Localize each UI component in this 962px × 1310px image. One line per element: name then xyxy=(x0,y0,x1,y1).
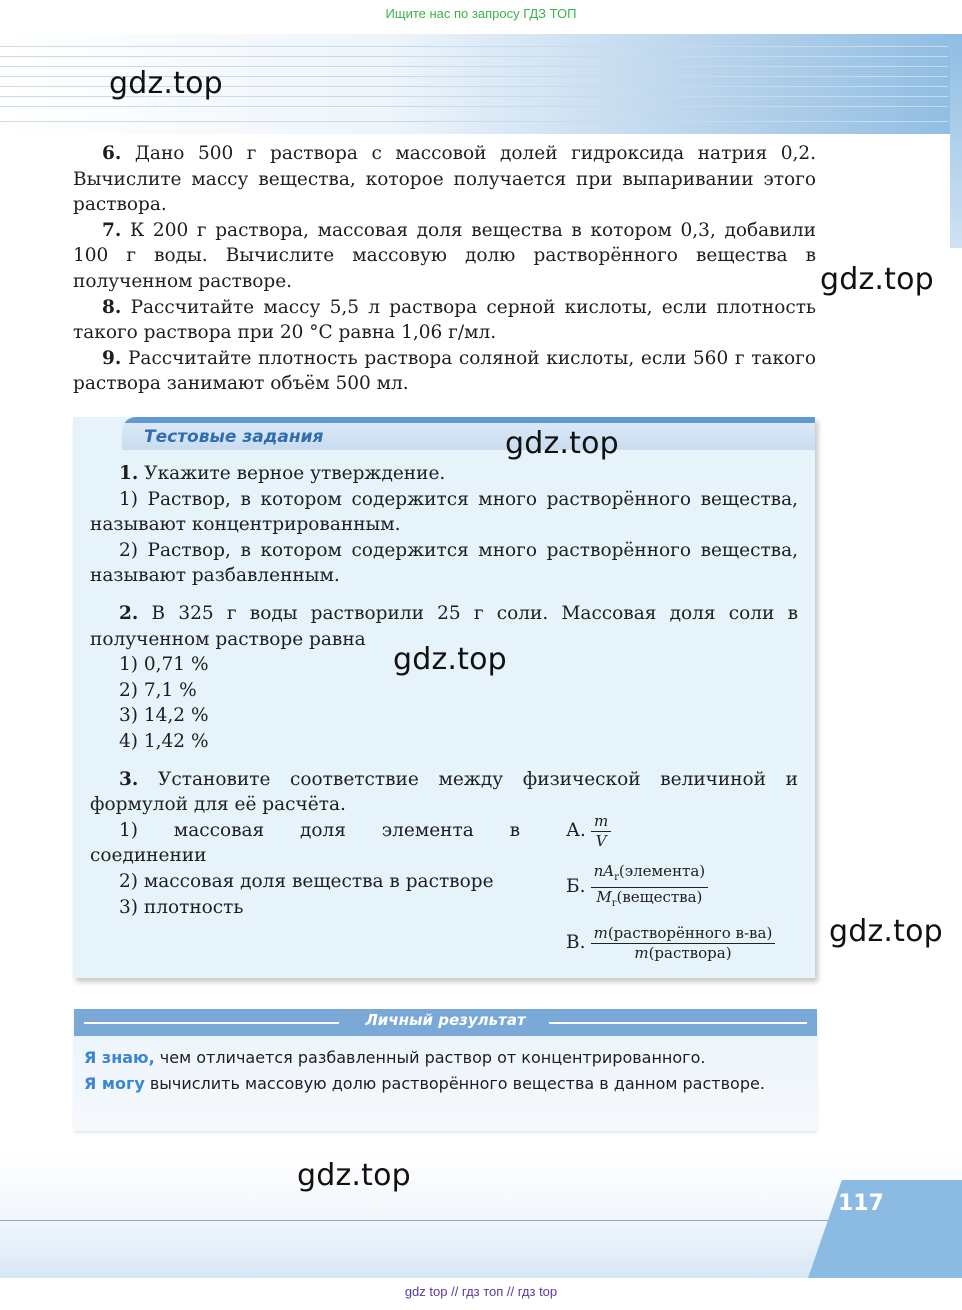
exercise-item xyxy=(73,295,816,346)
numerator-text: (элемента) xyxy=(618,862,706,880)
top-banner: Ищите нас по запросу ГДЗ ТОП xyxy=(385,6,577,21)
answer-option: 2) 7,1 % xyxy=(119,679,197,701)
result-keyword: Я могу xyxy=(84,1073,145,1093)
answer-option: 2) массовая доля вещества в растворе xyxy=(119,870,494,892)
page-number: 117 xyxy=(838,1191,884,1216)
answer-option: 2) Раствор, в котором содержится много растворённого вещества, называют разбавленным. xyxy=(90,539,798,587)
exercise-number: 9. xyxy=(102,347,122,369)
question-1 xyxy=(90,461,798,487)
watermark: gdz.top xyxy=(393,642,507,677)
exercise-item xyxy=(73,218,816,295)
question-number: 1. xyxy=(119,463,139,484)
right-margin-strip xyxy=(950,34,962,248)
denominator-var: V xyxy=(595,832,607,850)
numerator-var: m xyxy=(594,812,609,830)
test-tasks-content xyxy=(90,461,798,920)
result-statement: вычислить массовую долю растворённого вещества в данном растворе. xyxy=(149,1073,765,1093)
exercise-text: Рассчитайте массу 5,5 л раствора серной кислоты, если плотность такого раствора при 20 °С равна 1,06 г/мл. xyxy=(73,296,817,344)
denominator-var: m xyxy=(634,944,649,962)
result-line xyxy=(84,1045,806,1071)
denominator-var: M xyxy=(596,888,612,906)
formula-label: Б. xyxy=(566,876,586,897)
numerator-var: m xyxy=(593,924,608,942)
result-keyword: Я знаю, xyxy=(84,1048,155,1067)
question-3-options xyxy=(90,818,520,920)
exercise-number: 8. xyxy=(102,296,122,318)
fraction xyxy=(591,862,709,913)
result-statement: чем отличается разбавленный раствор от концентрированного. xyxy=(159,1048,706,1067)
numerator-subscript: r xyxy=(614,872,619,883)
formula-b xyxy=(566,862,708,913)
denominator-text: (вещества) xyxy=(616,888,703,906)
question-text: В 325 г воды растворили 25 г соли. Массовая доля соли в полученном растворе равна xyxy=(90,602,798,650)
answer-option: 1) Раствор, в котором содержится много растворённого вещества, называют концентрированным. xyxy=(90,488,798,536)
formula-c xyxy=(566,924,775,963)
footer-divider xyxy=(0,1220,962,1221)
denominator-subscript: r xyxy=(611,898,617,909)
personal-result-text xyxy=(84,1045,806,1096)
watermark: gdz.top xyxy=(505,426,619,461)
test-tasks-title: Тестовые задания xyxy=(144,427,324,447)
watermark: gdz.top xyxy=(109,66,223,101)
question-3 xyxy=(90,767,798,818)
exercise-text: Рассчитайте плотность раствора соляной кислоты, если 560 г такого раствора занимают объём 500 мл. xyxy=(73,347,816,395)
numerator-text: (растворённого в-ва) xyxy=(607,924,773,942)
question-text: Укажите верное утверждение. xyxy=(144,463,446,484)
bottom-banner: gdz top // гдз топ // гдз top xyxy=(404,1284,558,1299)
answer-option: 1) 0,71 % xyxy=(119,654,209,676)
watermark: gdz.top xyxy=(829,914,943,949)
exercise-number: 6. xyxy=(102,143,122,164)
exercise-text: К 200 г раствора, массовая доля вещества в котором 0,3, добавили 100 г воды. Вычислите массовую долю растворённого вещества в полученном растворе. xyxy=(73,219,816,292)
answer-option: 3) 14,2 % xyxy=(119,705,209,727)
question-text: Установите соответствие между физической величиной и формулой для её расчёта. xyxy=(90,768,799,816)
exercise-number: 7. xyxy=(102,219,122,241)
formula-label: А. xyxy=(566,820,586,841)
fraction xyxy=(591,812,611,851)
exercise-list xyxy=(73,141,816,397)
exercise-item xyxy=(73,346,816,397)
answer-option: 1) массовая доля элемента в соединении xyxy=(90,819,520,867)
question-number: 2. xyxy=(119,602,139,624)
denominator-text: (раствора) xyxy=(648,944,732,962)
formula-label: В. xyxy=(566,932,586,953)
exercise-text: Дано 500 г раствора с массовой долей гидроксида натрия 0,2. Вычислите массу вещества, которое получается при выпаривании этого раствора. xyxy=(73,143,816,216)
personal-result-title: Личный результат xyxy=(365,1011,526,1029)
fraction xyxy=(591,924,776,963)
exercise-item xyxy=(73,141,816,218)
watermark: gdz.top xyxy=(820,262,934,297)
question-number: 3. xyxy=(119,768,139,790)
watermark: gdz.top xyxy=(297,1158,411,1193)
numerator-var: nA xyxy=(593,862,615,880)
result-line xyxy=(84,1071,806,1097)
formula-a xyxy=(566,812,611,851)
answer-option: 3) плотность xyxy=(119,896,244,918)
answer-option: 4) 1,42 % xyxy=(119,730,209,752)
